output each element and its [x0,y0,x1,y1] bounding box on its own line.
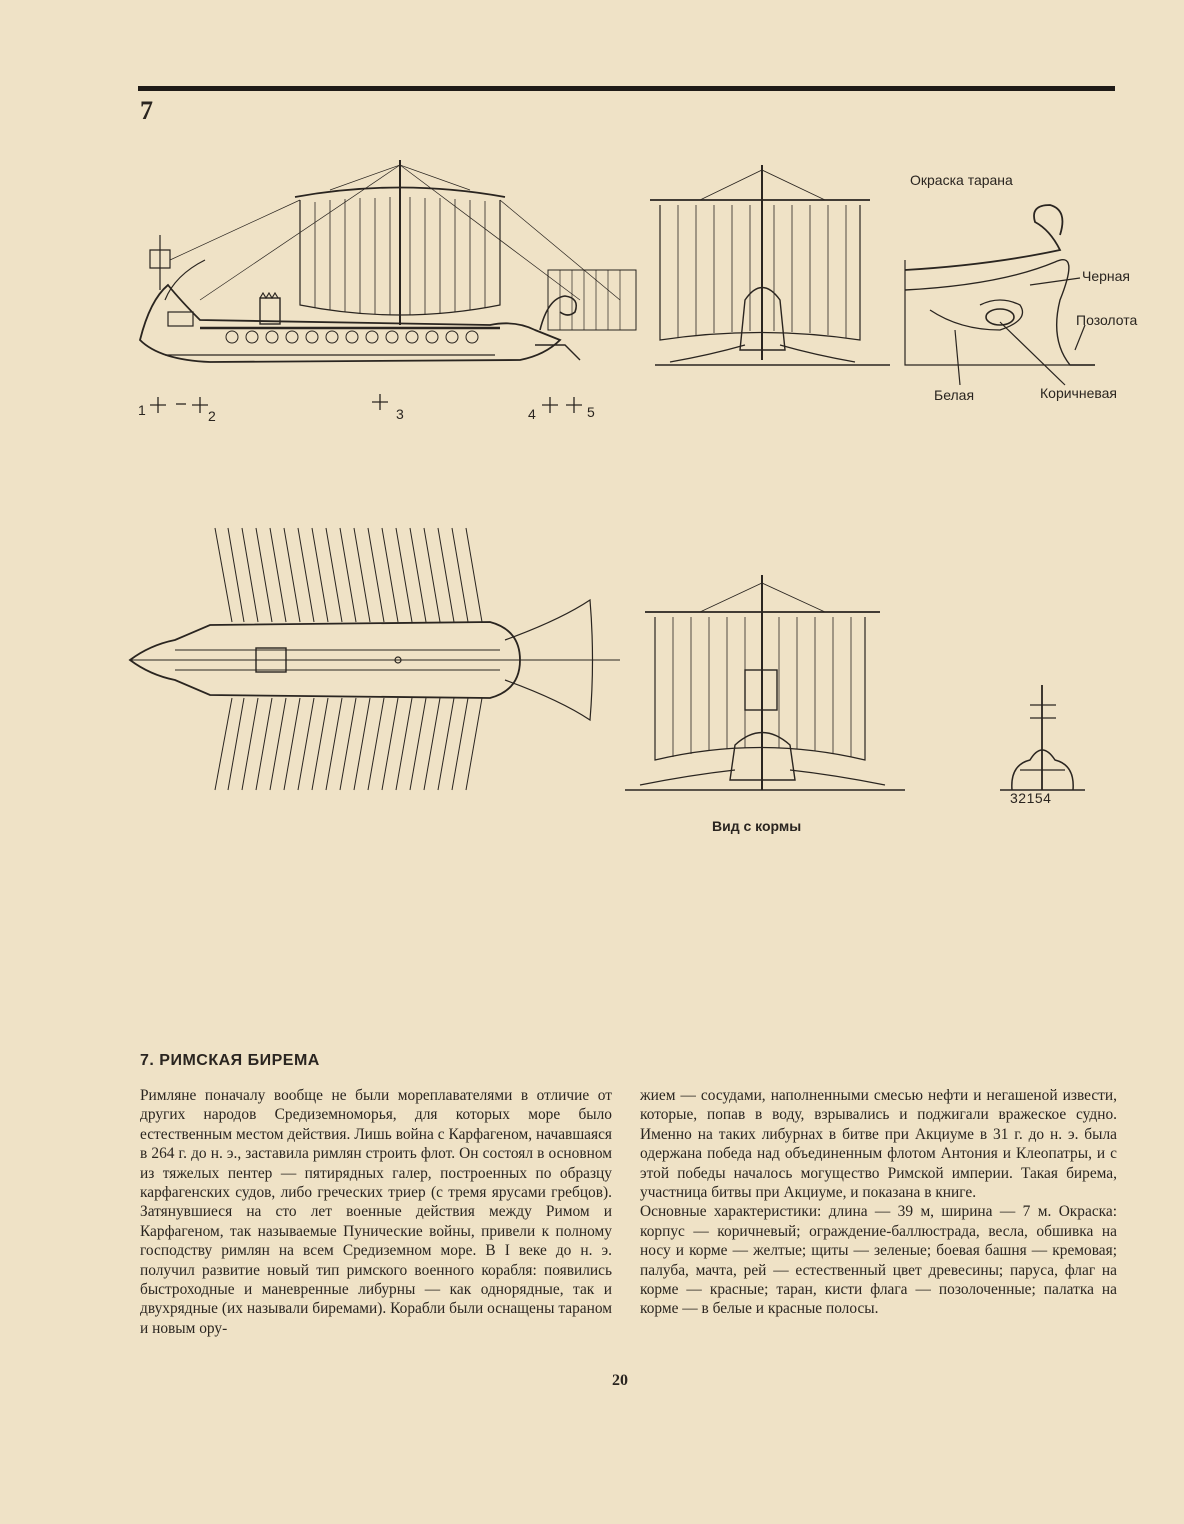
section-mark-1: 1 [138,402,146,418]
paragraph-right-2: Основные характеристики: длина — 39 м, ширина — 7 м. Окраска: корпус — коричневый; ограждение-баллюстрада, весла, обшивка на носу и корме — желтые; щиты — зеленые; боевая башня — кремовая; палуба, мачта, рей — естественный цвет древесины; паруса, флаг на корме — красные; таран, кисти флага — позолоченные; палатка на корме — в белые и красные полосы. [640,1203,1117,1318]
cross-section-drawing [1000,685,1085,790]
cross-section-marks: 32154 [1010,790,1052,806]
label-gilding: Позолота [1076,312,1138,328]
label-brown: Коричневая [1040,385,1118,401]
plan-view-drawing [130,528,620,790]
section-mark-2: 2 [208,408,216,424]
paragraph-right-1: жием — сосудами, наполненными смесью нефти и негашеной извести, которые, попав в воду, взрывались и поджигали вражеское судно. Именно на таких либурнах в битве при Акциуме в 31 г. до н. э. была одержана победа над объединенным флотом Антония и Клеопатры, и с этой победы началось могущество Римской империи. Такая бирема, участница битвы при Акциуме, и показана в книге. [640,1087,1117,1202]
page-number: 20 [612,1372,628,1389]
section-mark-3: 3 [396,406,404,422]
ram-painting-drawing [905,205,1095,385]
section-mark-5: 5 [587,404,595,420]
stern-view-caption: Вид с кормы [712,818,802,834]
text-column-right [640,1086,1117,1319]
text-column-left [140,1086,612,1338]
ram-paint-title: Окраска тарана [910,172,1013,188]
label-black: Черная [1082,268,1131,284]
side-view-drawing [140,160,636,362]
paragraph-left: Римляне поначалу вообще не были мореплавателями в отличие от других народов Средиземноморья, для которых море было естественным местом действия. Лишь война с Карфагеном, начавшаяся в 264 г. до н. э., заставила римлян строить флот. Он состоял в основном из тяжелых пентер — пятирядных галер, построенных по образцу карфагенских судов, либо греческих триер (с тремя ярусами гребцов). Затянувшиеся на сто лет военные действия между Римом и Карфагеном, так называемые Пунические войны, привели к полному господству римлян на всем Средиземном море. В I веке до н. э. получил развитие новый тип римского военного корабля: появились быстроходные и маневренные либурны — как однорядные, так и двухрядные (их называли биремами). Корабли были оснащены тараном и новым ору- [140,1087,612,1337]
label-white: Белая [934,387,975,403]
plate-number: 7 [140,96,153,125]
stern-view-drawing [625,575,905,790]
section-heading: 7. РИМСКАЯ БИРЕМА [140,1052,320,1069]
bow-view-drawing [650,165,890,365]
section-mark-4: 4 [528,406,536,422]
